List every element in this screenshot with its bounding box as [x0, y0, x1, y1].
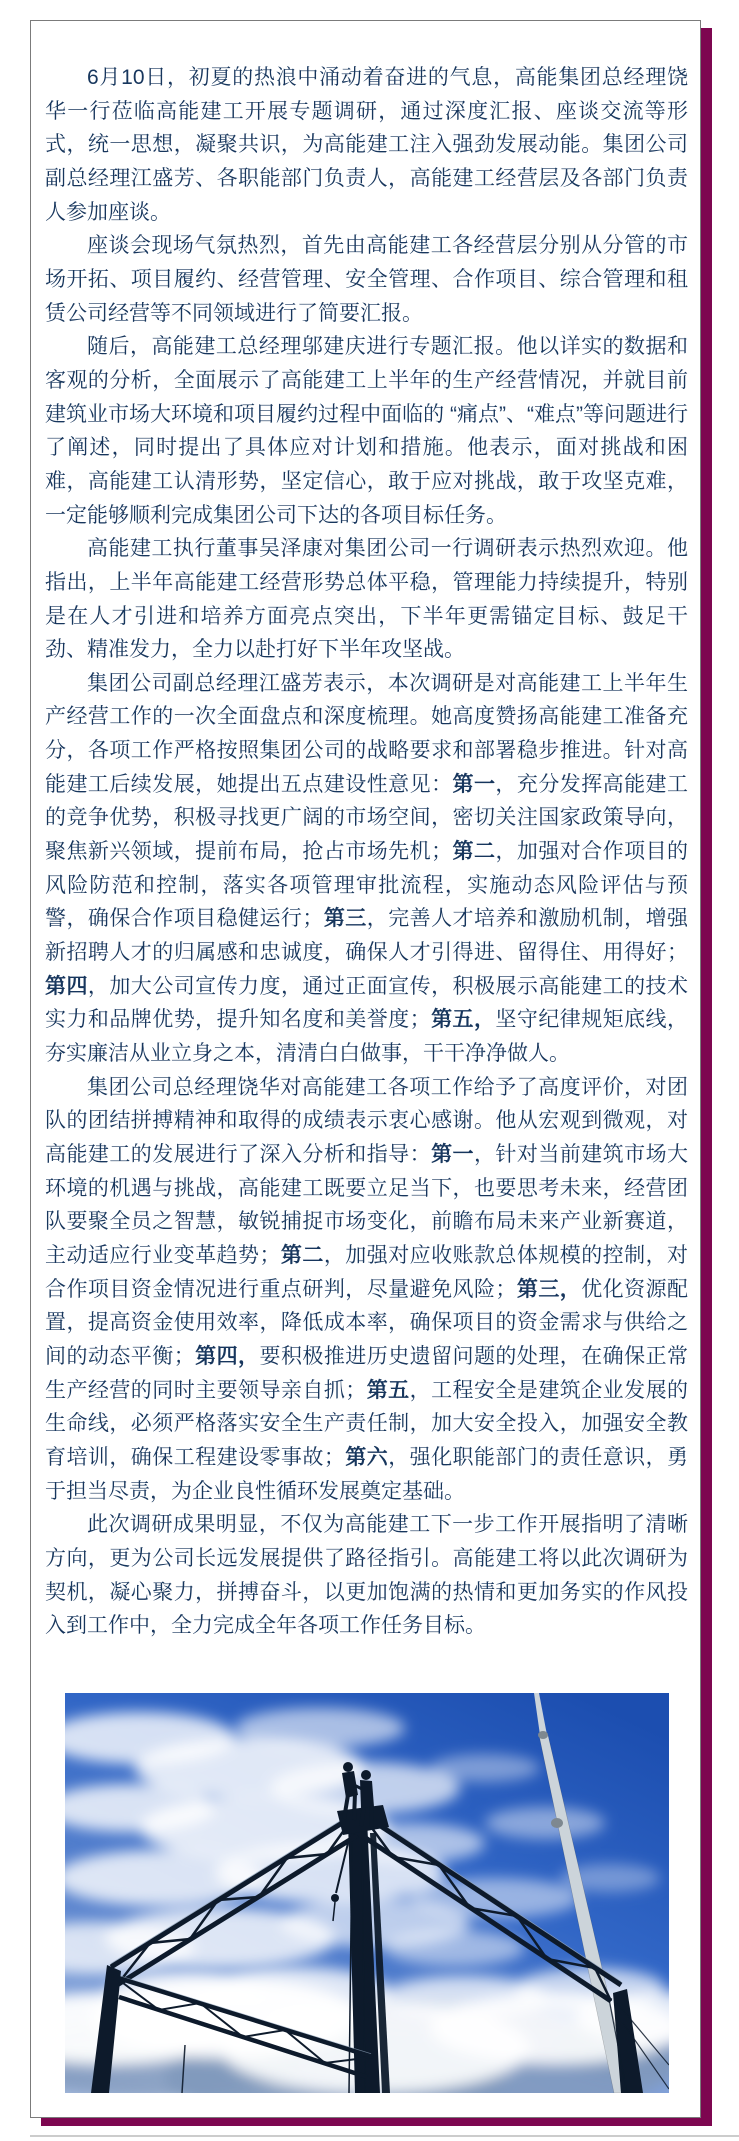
bold-run: 第四， — [194, 1344, 260, 1368]
text-run: ，完善人才培养和激励机制，增强新招聘人才的归属感和忠诚度，确保人才引得进、留得住、用得好； — [45, 907, 689, 965]
article-body — [45, 61, 688, 1643]
bold-run: 第三 — [323, 907, 367, 931]
text-run: 此次调研成果明显，不仅为高能建工下一步工作开展指明了清晰方向，更为公司长远发展提供了路径指引。高能建工将以此次调研为契机，凝心聚力，拼搏奋斗，以更加饱满的热情和更加务实的作风投入到工作中，全力完成全年各项工作任务目标。 — [45, 1513, 688, 1638]
bold-run: 第六 — [344, 1445, 389, 1469]
text-run: ，加强对合作项目的风险防范和控制，落实各项管理审批流程，实施动态风险评估与预警，确保合作项目稳健运行； — [45, 840, 689, 931]
paragraph — [45, 532, 688, 667]
bold-run: 第一 — [452, 772, 496, 796]
text-run: ，工程安全是建筑企业发展的生命线，必须严格落实安全生产责任制，加大安全投入，加强安全教育培训，确保工程建设零事故； — [45, 1378, 689, 1469]
bold-run: 第五， — [430, 1008, 496, 1032]
paragraph — [45, 1508, 688, 1643]
paragraph — [45, 667, 688, 1071]
text-run: 6月10日，初夏的热浪中涌动着奋进的气息，高能集团总经理饶华一行莅临高能建工开展专题调研，通过深度汇报、座谈交流等形式，统一思想，凝聚共识，为高能建工注入强劲发展动能。集团公司副总经理江盛芳、各职能部门负责人，高能建工经营层及各部门负责人参加座谈。 — [45, 66, 688, 224]
paragraph — [45, 61, 688, 229]
text-run: ，针对当前建筑市场大环境的机遇与挑战，高能建工既要立足当下，也要思考未来，经营团队要聚全员之智慧，敏锐捕捉市场变化，前瞻布局未来产业新赛道，主动适应行业变革趋势； — [45, 1143, 689, 1267]
text-run: 集团公司副总经理江盛芳表示，本次调研是对高能建工上半年生产经营工作的一次全面盘点和深度梳理。她高度赞扬高能建工准备充分，各项工作严格按照集团公司的战略要求和部署稳步推进。针对高能建工后续发展，她提出五点建设性意见： — [45, 671, 688, 796]
bold-run: 第一 — [431, 1143, 474, 1166]
paragraph — [45, 1071, 688, 1509]
text-run: 坚守纪律规矩底线，夯实廉洁从业立身之本，清清白白做事，干干净净做人。 — [45, 1008, 689, 1066]
text-run: 集团公司总经理饶华对高能建工各项工作给予了高度评价，对团队的团结拼搏精神和取得的成绩表示衷心感谢。他从宏观到微观，对高能建工的发展进行了深入分析和指导： — [45, 1075, 688, 1166]
text-run: 座谈会现场气氛热烈，首先由高能建工各经营层分别从分管的市场开拓、项目履约、经营管理、安全管理、合作项目、综合管理和租赁公司经营等不同领域进行了简要汇报。 — [45, 234, 688, 325]
text-run: 要积极推进历史遗留问题的处理，在确保正常生产经营的同时主要领导亲自抓； — [45, 1344, 689, 1402]
bold-run: 第二 — [280, 1243, 324, 1267]
text-run: 优化资源配置，提高资金使用效率，降低成本率，确保项目的资金需求与供给之间的动态平衡； — [45, 1277, 689, 1368]
bold-run: 第三， — [516, 1277, 582, 1301]
text-run: ，加强对应收账款总体规模的控制，对合作项目资金情况进行重点研判，尽量避免风险； — [45, 1243, 689, 1301]
bold-run: 第二 — [452, 840, 496, 864]
construction-photo — [65, 1693, 669, 2093]
hanging-pulley — [331, 1894, 339, 1902]
text-run: ，充分发挥高能建工的竞争优势，积极寻找更广阔的市场空间，密切关注国家政策导向，聚焦新兴领域，提前布局，抢占市场先机； — [45, 772, 689, 864]
text-run: 随后，高能建工总经理邬建庆进行专题汇报。他以详实的数据和客观的分析，全面展示了高能建工上半年的生产经营情况，并就目前建筑业市场大环境和项目履约过程中面临的 “痛点”、“难点”等问题进行了阐述，同时提出了具体应对计划和措施。他表示，面对挑战和困难，高能建工认清形势，坚定信心，敢于应对挑战，敢于攻坚克难，一定能够顺利完成集团公司下达的各项目标任务。 — [45, 335, 688, 527]
bold-run: 第五 — [366, 1378, 410, 1402]
text-run: ，强化职能部门的责任意识，勇于担当尽责，为企业良性循环发展奠定基础。 — [45, 1445, 689, 1503]
paragraph — [45, 229, 688, 330]
paragraph — [45, 330, 688, 532]
text-run: ，加大公司宣传力度，通过正面宣传，积极展示高能建工的技术实力和品牌优势，提升知名度和美誉度； — [45, 974, 689, 1032]
bold-run: 第四 — [45, 974, 88, 998]
article-photo — [65, 1693, 669, 2093]
article-frame — [30, 20, 701, 2118]
text-run: 高能建工执行董事吴泽康对集团公司一行调研表示热烈欢迎。他指出，上半年高能建工经营形势总体平稳，管理能力持续提升，特别是在人才引进和培养方面亮点突出，下半年更需锚定目标、鼓足干劲、精准发力，全力以赴打好下半年攻坚战。 — [45, 537, 688, 662]
next-section-divider — [30, 2135, 739, 2137]
